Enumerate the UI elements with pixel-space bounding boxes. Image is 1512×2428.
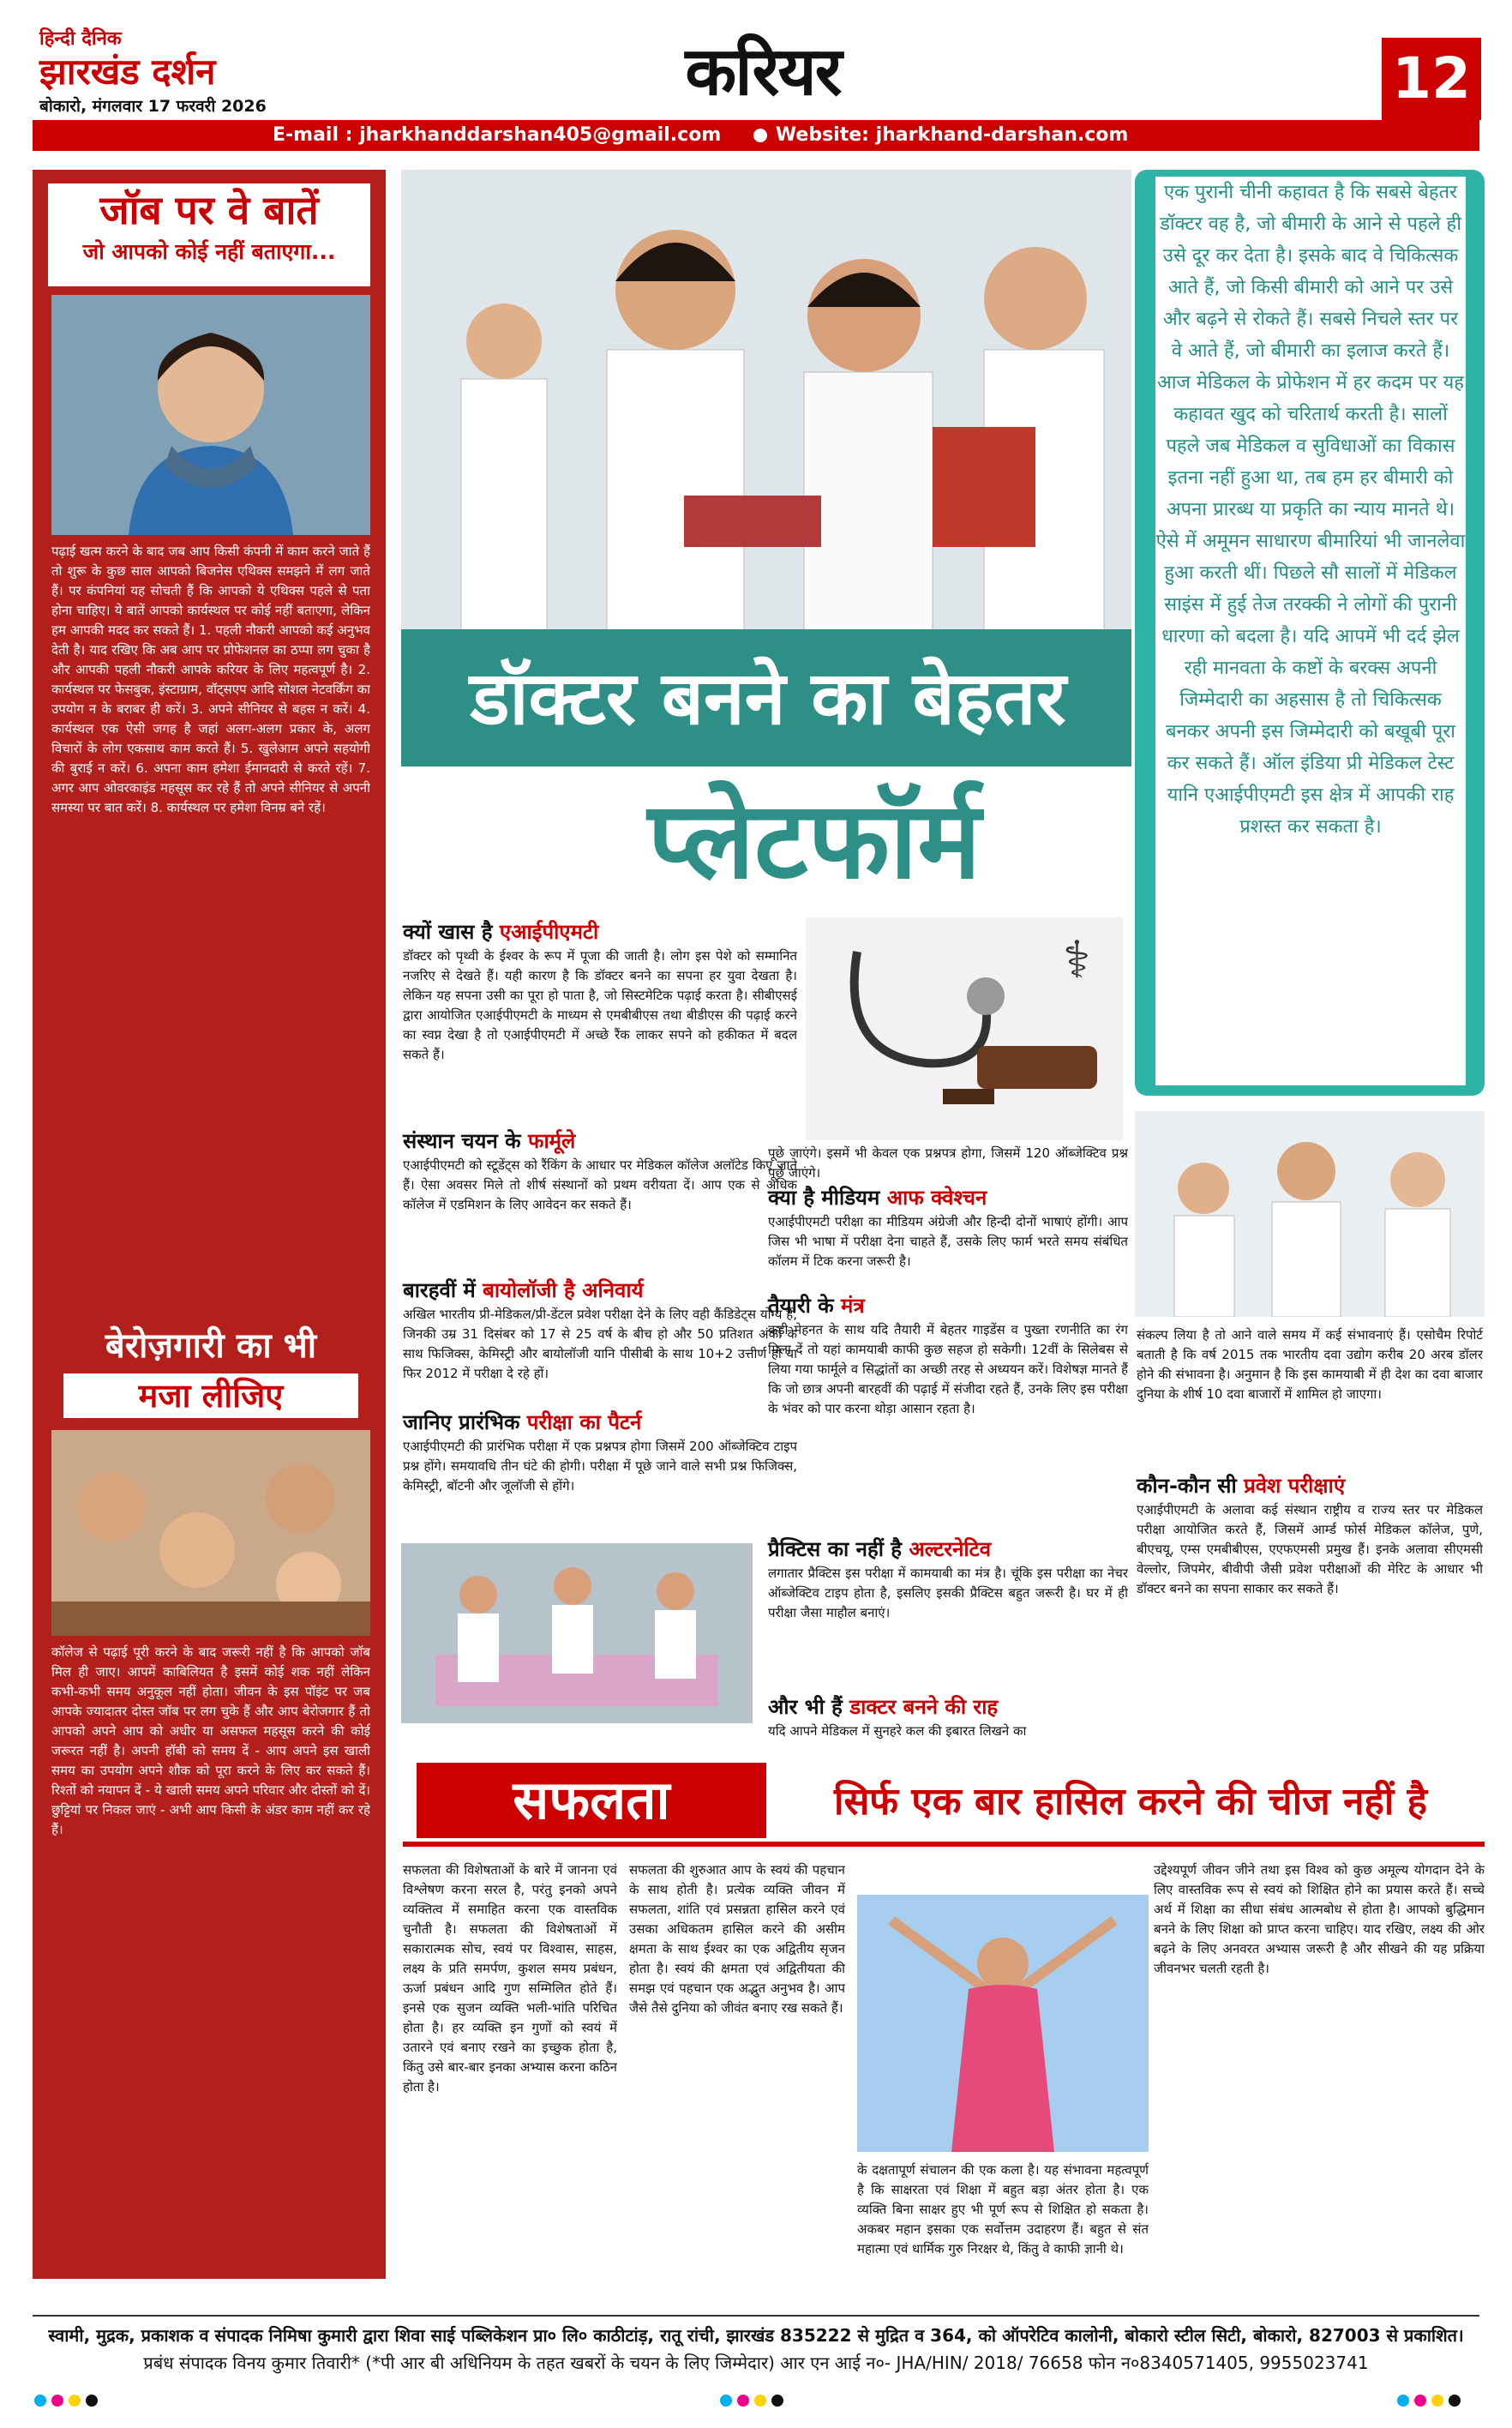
website-text: Website: jharkhand-darshan.com — [775, 124, 1129, 146]
paragraph-other-paths: यदि आपने मेडिकल में सुनहरे कल की इबारत लिखने का — [768, 1723, 1027, 1739]
job-headline — [48, 183, 370, 286]
divider — [403, 1842, 1485, 1847]
paragraph-biology: अखिल भारतीय प्री-मेडिकल/प्री-डेंटल प्रवेश परीक्षा देने के लिए वही कैंडिडेट्स योग्य हैं, जिनकी उम्र 31 दिसंबर को 17 से 25 वर्ष के बीच हो और 50 प्रतिशत अंकों के साथ फिजिक्स, केमिस्ट्री और बायोलॉजी यानि पीसीबी के साथ 10+2 उत्तीर्ण हो या फिर 2012 में परीक्षा दे रहे हों। — [403, 1307, 797, 1381]
section-title: करियर — [685, 33, 841, 111]
subhead-preparation — [768, 1291, 1128, 1320]
newspaper-name: झारखंड दर्शन — [39, 51, 216, 93]
subhead-text: संस्थान चयन के — [403, 1129, 528, 1153]
subhead-highlight: अल्टरनेटिव — [909, 1537, 992, 1561]
subhead-highlight: मंत्र — [841, 1294, 865, 1318]
brand-tagline: हिन्दी दैनिक — [39, 28, 122, 50]
doctors-group-illustration-icon — [1135, 1111, 1485, 1317]
subhead-medium — [768, 1183, 1128, 1212]
celebrating-woman-photo — [857, 1895, 1149, 2152]
article-column-2 — [768, 1144, 1128, 1742]
intro-box-text: एक पुरानी चीनी कहावत है कि सबसे बेहतर डॉक्टर वह है, जो बीमारी के आने से पहले ही उसे दूर कर देता है। इसके बाद वे चिकित्सक आते हैं, जो किसी बीमारी को आने पर उसे और बढ़ने से रोकते हैं। सबसे निचले स्तर पर वे आते हैं, जो बीमारी का इलाज करते हैं। आज मेडिकल के प्रोफेशन में हर कदम पर यह कहावत खुद को चरितार्थ करती है। सालों पहले जब मेडिकल व सुविधाओं का विकास इतना नहीं हुआ था, तब हम हर बीमारी को अपना प्रारब्ध या प्रकृति का न्याय मानते थे। ऐसे में अमूमन साधारण बीमारियां भी जानलेवा हुआ करती थीं। पिछले सौ सालों में मेडिकल साइंस में हुई तेज तरक्की ने लोगों की पुरानी धारणा को बदला है। यदि आपमें भी दर्द झेल रही मानवता के कष्टों के बरक्स अपनी जिम्मेदारी का अहसास है तो चिकित्सक बनकर अपनी इस जिम्मेदारी को बखूबी पूरा कर सकते हैं। ऑल इंडिया प्री मेडिकल टेस्ट यानि एआईपीएमटी इस क्षेत्र में आपकी राह प्रशस्त कर सकता है। — [1155, 177, 1466, 1085]
subhead-highlight: फार्मूले — [527, 1129, 576, 1153]
friends-photo — [51, 1430, 370, 1636]
main-headline-line2: प्लेटफॉर्म — [647, 779, 981, 903]
success-label: सफलता — [417, 1763, 766, 1838]
subhead-text: बारहवीं में — [403, 1278, 483, 1302]
subhead-text: और भी हैं — [768, 1695, 850, 1719]
registration-dots-left — [34, 2394, 103, 2406]
subhead-text: तैयारी के — [768, 1294, 841, 1318]
medical-students-illustration-icon — [401, 170, 1131, 658]
subhead-practice — [768, 1535, 1128, 1564]
subhead-highlight: प्रवेश परीक्षाएं — [1244, 1474, 1346, 1498]
registration-dots-right — [1397, 2394, 1466, 2406]
subhead-text: प्रैक्टिस का नहीं है — [768, 1537, 909, 1561]
subhead-text: जानिए प्रारंभिक — [403, 1410, 527, 1434]
paragraph-entrance-exams: एआईपीएमटी के अलावा कई संस्थान राष्ट्रीय व राज्य स्तर पर मेडिकल परीक्षा आयोजित करते हैं, जिसमें आर्म्ड फोर्स मेडिकल कॉलेज, पुणे, बीएचयू, एम्स एमबीबीएस, एएफएमसी प्रमुख हैं। इनके अलावा सीएमसी वेल्लोर, जिपमेर, बीवीपी जैसी प्रवेश परीक्षाओं की मेरिट के आधार भी डॉक्टर बनने का सपना साकार कर सकते हैं। — [1137, 1502, 1483, 1596]
main-headline-line1: डॉक्टर बनने का बेहतर — [470, 656, 1066, 742]
woman-photo — [51, 295, 370, 535]
subhead-text: क्या है मीडियम — [768, 1186, 887, 1210]
person-illustration-icon — [51, 295, 370, 535]
registration-dots-center — [720, 2394, 789, 2406]
svg-text:⚕: ⚕ — [1063, 930, 1091, 990]
subhead-biology — [403, 1276, 797, 1305]
group-people-illustration-icon — [51, 1430, 370, 1636]
subhead-highlight: एआईपीएमटी — [499, 920, 599, 944]
article-column-3 — [1137, 1325, 1483, 1715]
paragraph-medium: एआईपीएमटी परीक्षा का मीडियम अंग्रेजी और हिन्दी दोनों भाषाएं होंगी। आप जिस भी भाषा में परीक्षा देना चाहते हैं, उसके लिए फार्म भरते समय संबंधित कॉलम में टिक करना जरूरी है। — [768, 1214, 1128, 1269]
contact-bar — [33, 120, 1479, 151]
boredom-headline — [51, 1322, 370, 1423]
page-number: 12 — [1382, 38, 1481, 120]
paragraph-exam-pattern: एआईपीएमटी की प्रारंभिक परीक्षा में एक प्रश्नपत्र होगा जिसमें 200 ऑब्जेक्टिव टाइप प्रश्न होंगे। समयावधि तीन घंटे की होगी। परीक्षा में पूछे जाने वाले सभी प्रश्न फिजिक्स, केमिस्ट्री, बॉटनी और जूलॉजी से होंगे। — [403, 1439, 797, 1493]
boredom-headline-line2: मजा लीजिए — [63, 1373, 358, 1418]
subhead-text: कौन-कौन सी — [1137, 1474, 1245, 1498]
subhead-highlight: आफ क्वेश्चन — [886, 1186, 987, 1210]
masthead — [39, 29, 322, 118]
subhead-highlight: परीक्षा का पैटर्न — [526, 1410, 642, 1434]
job-headline-sub: जो आपको कोई नहीं बताएगा... — [82, 239, 336, 264]
subhead-exam-pattern — [403, 1408, 797, 1437]
article-column-1 — [403, 917, 797, 1531]
subhead-text: क्यों खास है — [403, 920, 500, 944]
imprint-line1: स्वामी, मुद्रक, प्रकाशक व संपादक निमिषा कुमारी द्वारा शिवा साई पब्लिकेशन प्रा० लि० काठीटांड़, रातू रांची, झारखंड 835222 से मुद्रित व 364, को ऑपरेटिव कालोनी, बोकारो स्टील सिटी, बोकारो, 827003 से प्रकाशित। — [48, 2325, 1464, 2346]
success-column-3: के दक्षतापूर्ण संचालन की एक कला है। यह संभावना महत्वपूर्ण है कि साक्षरता एवं शिक्षा में बहुत बड़ा अंतर होता है। एक व्यक्ति बिना साक्षर हुए भी पूर्ण रूप से शिक्षित हो सकता है। अकबर महान इसका एक सर्वोत्तम उदाहरण हैं। बहुत से संत महात्मा एवं धार्मिक गुरु निरक्षर थे, किंतु वे काफी ज्ञानी थे। — [857, 2162, 1149, 2257]
stethoscope-gavel-image — [806, 917, 1123, 1140]
paragraph-opportunities: संकल्प लिया है तो आने वाले समय में कई संभावनाएं हैं। एसोचैम रिपोर्ट बताती है कि वर्ष 2015 तक भारतीय दवा उद्योग करीब 20 अरब डॉलर होने की संभावना है। अनुमान है कि इस कामयाबी में ही देश का दवा बाजार दुनिया के शीर्ष 10 दवा बाजारों में शामिल हो जाएगा। — [1137, 1327, 1483, 1402]
paragraph-institute-selection: एआईपीएमटी को स्टूडेंट्स को रैंकिंग के आधार पर मेडिकल कॉलेज अलॉटेड किए जाते हैं। ऐसा अवसर मिले तो शीर्ष संस्थानों को प्रथम वरीयता दें। आप एक से अधिक कॉलेज में एडमिशन के लिए आवेदन कर सकते हैं। — [403, 1157, 797, 1212]
subhead-highlight: बायोलॉजी है अनिवार्य — [483, 1278, 644, 1302]
footer-divider — [33, 2315, 1479, 2317]
success-tagline: सिर्फ एक बार हासिल करने की चीज नहीं है — [834, 1780, 1427, 1824]
job-headline-main: जॉब पर वे बातें — [99, 187, 319, 233]
subhead-other-paths — [768, 1692, 1128, 1722]
imprint-line2: प्रबंध संपादक विनय कुमार तिवारी* (*पी आर बी अधिनियम के तहत खबरों के चयन के लिए जिम्मेदार) आर एन आई न०- JHA/HIN/ 2018/ 76658 फोन न०8340571405, 9955023741 — [143, 2353, 1369, 2373]
doctors-group-photo — [1135, 1111, 1485, 1317]
bullet-dot-icon — [753, 129, 767, 142]
success-column-4: उद्देश्यपूर्ण जीवन जीने तथा इस विश्व को कुछ अमूल्य योगदान देने के लिए वास्तविक रूप से स्वयं को शिक्षित होने का प्रयास करते हैं। सच्चे अर्थ में शिक्षा का सीधा संबंध आत्मबोध से होता है। आपको बुद्धिमान बनने के लिए शिक्षा को प्राप्त करना चाहिए। याद रखिए, लक्ष्य की ओर बढ़ने के लिए अनवरत अभ्यास जरूरी है और सीखने की यह प्रक्रिया जीवनभर चलती रहती है। — [1154, 1862, 1485, 1976]
paragraph-practice: लगातार प्रैक्टिस इस परीक्षा में कामयाबी का मंत्र है। चूंकि इस परीक्षा का नेचर ऑब्जेक्टिव टाइप होता है, इसलिए इसकी प्रैक्टिस बहुत जरूरी है। घर में ही परीक्षा जैसा माहौल बनाएं। — [768, 1566, 1128, 1620]
success-column-3-top — [857, 1860, 1145, 1886]
doctors-patient-illustration-icon — [401, 1543, 753, 1723]
subhead-highlight: डाक्टर बनने की राह — [849, 1695, 999, 1719]
doctors-hero-photo — [401, 170, 1131, 658]
job-article-text: पढ़ाई खत्म करने के बाद जब आप किसी कंपनी में काम करने जाते हैं तो शुरू के कुछ साल आपको बिजनेस एथिक्स समझने में लग जाते हैं। पर कंपनियां यह सोचती हैं कि आपको ये एथिक्स पहले से पता होना चाहिए। ये बातें आपको कार्यस्थल पर कोई नहीं बताएगा, लेकिन हम आपकी मदद कर सकते हैं। 1. पहली नौकरी आपको कई अनुभव देती है। याद रखिए कि अब आप पर प्रोफेशनल का ठप्पा लग चुका है और आपकी पहली नौकरी आपके करियर के लिए महत्वपूर्ण है। 2. कार्यस्थल पर फेसबुक, इंस्टाग्राम, वॉट्सएप आदि सोशल नेटवर्किंग का उपयोग न के बराबर ही करें। 3. अपने सीनियर से बहस न करें। 4. कार्यस्थल एक ऐसी जगह है जहां अलग-अलग प्रकार के, अलग विचारों के लोग एकसाथ काम करते हैं। 5. खुलेआम अपने सहयोगी की बुराई न करें। 6. अपना काम हमेशा ईमानदारी से करते रहें। 7. अगर आप ओवरकाइंड महसूस कर रहे हैं तो अपने सीनियर से अपनी समस्या पर बात करें। 8. कार्यस्थल पर हमेशा विनम्र बने रहें। — [51, 544, 370, 815]
paragraph-why-special: डॉक्टर को पृथ्वी के ईश्वर के रूप में पूजा की जाती है। लोग इस पेशे को सम्मानित नजरिए से देखते हैं। यही कारण है कि डॉक्टर बनने का सपना हर युवा देखता है। लेकिन यह सपना उसी का पूरा हो पाता है, जो सिस्टमेटिक पढ़ाई करता है। सीबीएसई द्वारा आयोजित एआईपीएमटी के माध्यम से एमबीबीएस तथा बीडीएस की पढ़ाई करने का स्वप्न देखा है तो एआईपीएमटी में अच्छे रैंक लाकर सपने को हकीकत में बदल सकते हैं। — [403, 948, 797, 1062]
paragraph-preparation: कड़ी मेहनत के साथ यदि तैयारी में बेहतर गाइडेंस व पुख्ता रणनीति का रंग मिला दें तो यहां कामयाबी काफी कुछ सहज हो सकेगी। 12वीं के सिलेबस से लिया गया फार्मूले व सिद्धांतों का अच्छी तरह से अध्ययन करें। विशेषज्ञ मानते हैं कि जो छात्र अपनी बारहवीं की पढ़ाई में संजीदा रहते हैं, उनके लिए इस परीक्षा के भंवर को पार करना थोड़ा आसान रहता है। — [768, 1322, 1128, 1416]
dateline: बोकारो, मंगलवार 17 फरवरी 2026 — [39, 97, 267, 116]
subhead-entrance-exams — [1137, 1471, 1483, 1500]
woman-arms-raised-illustration-icon — [857, 1895, 1149, 2152]
success-column-2: सफलता की शुरुआत आप के स्वयं की पहचान के साथ होती है। प्रत्येक व्यक्ति जीवन में सफलता, शांति एवं प्रसन्नता हासिल करने एवं उसका अधिकतम हासिल करने की असीम क्षमता के साथ ईश्वर का एक अद्वितीय सृजन होता है। स्वयं की क्षमता एवं अद्वितीयता की समझ एवं पहचान एक अद्भुत अनुभव है। आप जैसे तैसे दुनिया को जीवंत बनाए रख सकते हैं। — [629, 1862, 845, 2016]
boredom-article-text: कॉलेज से पढ़ाई पूरी करने के बाद जरूरी नहीं है कि आपको जॉब मिल ही जाए। आपमें काबिलियत है इसमें कोई शक नहीं लेकिन कभी-कभी समय अनुकूल नहीं होता। जीवन के इस पॉइंट पर जब आपके ज्यादातर दोस्त जॉब पर लग चुके हैं और आप बेरोजगार हैं तो आपको अपने आप को अधीर या असफल महसूस करने की कोई जरूरत नहीं है। अपनी हॉबी को समय दें - आप अपने इस खाली समय का उपयोग अपने शौक को पूरा करने के लिए कर सकते हैं। रिश्तों को नयापन दें - ये खाली समय अपने परिवार और दोस्तों को दें। छुट्टियां पर निकल जाएं - अभी आप किसी के अंडर काम नहीं कर रहे हैं। — [51, 1644, 370, 1837]
email-text: E-mail : jharkhanddarshan405@gmail.com — [273, 124, 722, 146]
patient-exam-photo — [401, 1543, 753, 1723]
imprint — [33, 2322, 1479, 2377]
success-column-1: सफलता की विशेषताओं के बारे में जानना एवं विश्लेषण करना सरल है, परंतु इनको अपने व्यक्तित्व में समाहित करना एक वास्तविक चुनौती है। सफलता की विशेषताओं में सकारात्मक सोच, स्वयं पर विश्वास, साहस, लक्ष्य के प्रति समर्पण, कुशल समय प्रबंधन, ऊर्जा प्रबंधन आदि गुण सम्मिलित होते हैं। इनसे एक सुजन व्यक्ति भली-भांति परिचित होता है। हर व्यक्ति इन गुणों को स्वयं में उतारने एवं बनाए रखने का इच्छुक होता है, किंतु उसे बार-बार इनका अभ्यास करना कठिन होता है। — [403, 1862, 617, 2094]
subhead-why-special — [403, 917, 797, 947]
stethoscope-gavel-icon — [806, 917, 1123, 1140]
boredom-headline-line1: बेरोज़गारी का भी — [105, 1326, 317, 1366]
paragraph-continued: पूछे जाएंगे। इसमें भी केवल एक प्रश्नपत्र होगा, जिसमें 120 ऑब्जेक्टिव प्रश्न पूछे जाएंगे। — [768, 1145, 1128, 1181]
subhead-institute-selection — [403, 1127, 797, 1156]
